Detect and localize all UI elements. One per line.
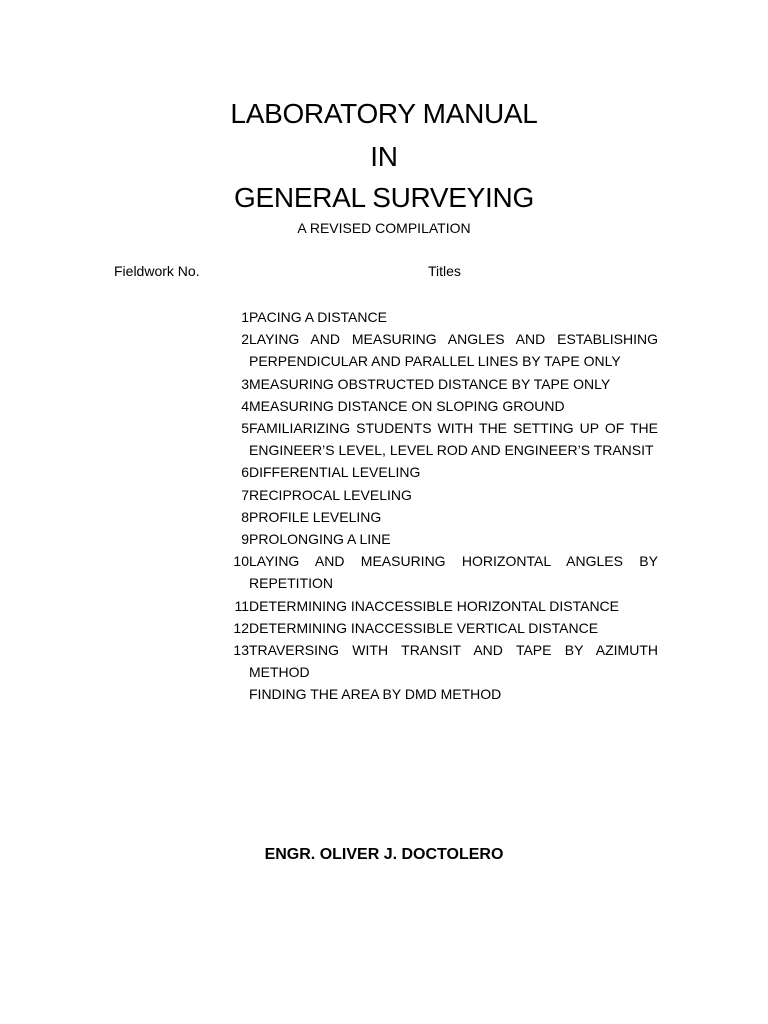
list-item [196,639,658,683]
fieldwork-title: DIFFERENTIAL LEVELING [249,464,421,481]
fieldwork-title: MEASURING OBSTRUCTED DISTANCE BY TAPE ONLY [249,375,611,392]
title-line-2: IN [370,141,398,172]
fieldwork-number: 1 [241,309,249,325]
list-item [196,506,658,528]
titles-column-header: Titles [428,263,461,279]
title-line-1: LABORATORY MANUAL [230,98,538,129]
fieldwork-number: 9 [241,531,249,548]
list-item [196,395,658,417]
fieldwork-list [196,306,658,706]
fieldwork-number: 10 [233,553,249,570]
list-item [196,683,658,705]
fieldwork-number: 12 [233,619,249,636]
list-item [196,595,658,617]
fieldwork-title: LAYING AND MEASURING HORIZONTAL ANGLES BY REPETITION [249,553,658,592]
fieldwork-title: FAMILIARIZING STUDENTS WITH THE SETTING UP OF THE ENGINEER’S LEVEL, LEVEL ROD AND ENGINEER’S TRANSIT [249,420,658,459]
list-item [196,617,658,639]
author-name: ENGR. OLIVER J. DOCTOLERO [264,846,504,863]
list-item [196,461,658,483]
fieldwork-title: RECIPROCAL LEVELING [249,486,412,503]
fieldwork-title: PROFILE LEVELING [249,508,382,525]
fieldwork-number: 13 [233,642,249,659]
fieldwork-number: 4 [241,397,249,414]
fieldwork-number: 3 [241,375,249,392]
fieldwork-title: TRAVERSING WITH TRANSIT AND TAPE BY AZIMUTH METHOD [249,642,658,681]
fieldwork-title: PACING A DISTANCE [249,309,387,325]
fieldwork-number: 2 [241,331,249,348]
fieldwork-number: 7 [241,486,249,503]
fieldwork-title: LAYING AND MEASURING ANGLES AND ESTABLISHING PERPENDICULAR AND PARALLEL LINES BY TAPE ONLY [249,331,658,370]
fieldwork-number: 5 [241,420,249,437]
fieldwork-number: 11 [234,597,249,614]
subtitle: A REVISED COMPILATION [297,220,471,236]
fieldwork-number: 8 [241,508,249,525]
list-item [196,417,658,461]
list-item [196,528,658,550]
title-line-3: GENERAL SURVEYING [234,182,534,213]
fieldwork-column-header: Fieldwork No. [114,263,200,279]
list-item [196,373,658,395]
fieldwork-title: MEASURING DISTANCE ON SLOPING GROUND [249,397,565,414]
list-item [196,484,658,506]
list-item [196,328,658,372]
fieldwork-title: PROLONGING A LINE [249,531,391,548]
fieldwork-title: DETERMINING INACCESSIBLE HORIZONTAL DISTANCE [249,597,620,614]
list-item [196,306,658,328]
fieldwork-title: DETERMINING INACCESSIBLE VERTICAL DISTANCE [249,619,599,636]
fieldwork-number: 6 [241,464,249,481]
list-item [196,550,658,594]
fieldwork-title-extra: FINDING THE AREA BY DMD METHOD [249,686,502,703]
